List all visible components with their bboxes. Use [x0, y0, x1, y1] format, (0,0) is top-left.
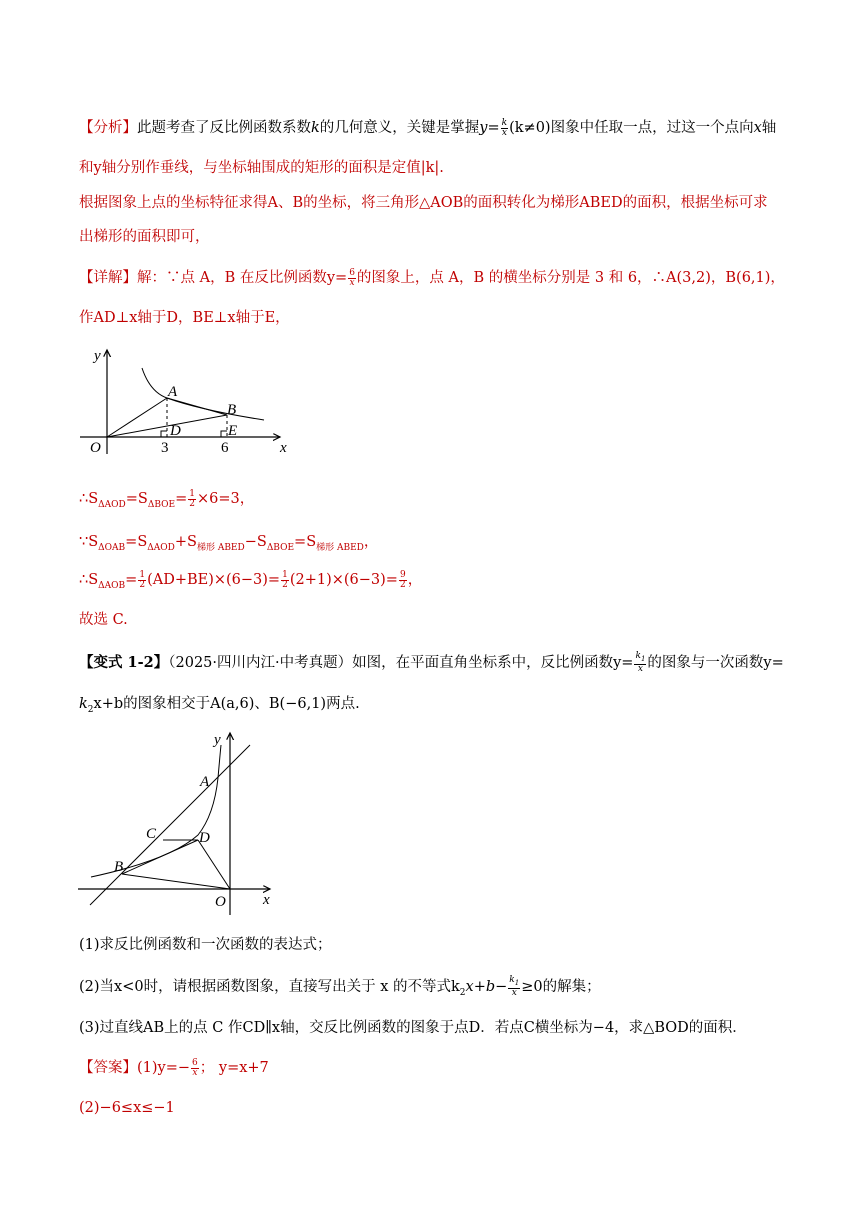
calc-1-c: = — [175, 491, 188, 507]
fig2-label-c: C — [146, 826, 157, 842]
fig2-seg-bd — [122, 840, 198, 874]
answer-1-a: (1)y=− — [137, 1060, 191, 1076]
question-2 — [79, 976, 601, 1003]
variant-text-b: 的图象与一次函数y= — [647, 654, 784, 671]
answer-frac-den: x — [192, 1067, 198, 1078]
calc-3-frac-3-num: 9 — [399, 569, 406, 580]
calc-3-frac-2-den: 2 — [282, 579, 288, 590]
calc-1-frac-den: 2 — [189, 498, 195, 509]
calc-line-4: 故选 C. — [79, 612, 128, 628]
analysis-line-2: 和y轴分别作垂线，与坐标轴围成的矩形的面积是定值|k|. — [79, 160, 444, 176]
detail-frac-num: 6 — [349, 267, 355, 278]
calc-3-a: ∴S — [79, 572, 99, 588]
analysis-line-4: 出梯形的面积即可， — [79, 229, 210, 245]
detail-tag: 【详解】 — [79, 270, 137, 286]
detail-frac-den: x — [349, 277, 355, 288]
q2-frac-den: x — [511, 987, 517, 998]
calc-2-sub-5: 梯形 ABED — [316, 542, 364, 553]
fig1-tick-6: 6 — [221, 440, 229, 456]
q2-frac-num — [508, 976, 520, 989]
calc-3-sub-1: ΔAOB — [98, 580, 126, 591]
answer-frac-num: 6 — [192, 1057, 198, 1068]
calc-2-e: =S — [294, 534, 317, 550]
fig1-label-d: D — [170, 423, 181, 439]
fig2-seg-do — [198, 840, 230, 889]
calc-3-frac-1-den: 2 — [139, 579, 146, 590]
question-1: (1)求反比例函数和一次函数的表达式； — [79, 937, 332, 953]
fig2-seg-bo — [122, 874, 230, 889]
detail-line-2: 作AD⊥x轴于D，BE⊥x轴于E， — [79, 310, 290, 326]
calc-1-sub-1: ΔAOD — [98, 499, 126, 510]
q2-text-b: x+b− — [465, 978, 508, 995]
variant-frac-den: x — [637, 663, 643, 674]
fig2-hyperbola — [91, 745, 221, 877]
question-3: (3)过直线AB上的点 C 作CD∥x轴，交反比例函数的图象于点D．若点C横坐标为−4，求△BOD的面积． — [79, 1020, 747, 1036]
fig2-label-b: B — [114, 859, 124, 875]
calc-2-c: +S — [174, 534, 197, 550]
analysis-frac-num: k — [501, 117, 508, 128]
detail-text-a: 解：∵点 A，B 在反比例函数y= — [137, 270, 348, 286]
fig2-label-x: x — [263, 892, 270, 908]
calc-2-d: −S — [244, 534, 267, 550]
analysis-text-a: 此题考查了反比例函数系数 — [137, 120, 311, 136]
answer-fraction — [191, 1059, 199, 1078]
calc-1-sub-2: ΔBOE — [147, 499, 176, 510]
calc-2-f: ， — [363, 534, 379, 550]
fig1-label-a: A — [168, 384, 178, 400]
analysis-k: k — [311, 120, 320, 136]
fig2-label-o: O — [215, 894, 226, 910]
calc-2-sub-4: ΔBOE — [266, 542, 295, 553]
calc-1-d: ×6=3， — [196, 491, 255, 507]
analysis-condition: (k≠0) — [509, 120, 551, 136]
fig1-tick-3: 3 — [161, 440, 169, 456]
calc-1-b: =S — [125, 491, 148, 507]
fig1-label-x: x — [280, 440, 287, 456]
analysis-text-d: 轴 — [761, 120, 777, 136]
q2-fraction — [508, 976, 520, 998]
fig2-label-a: A — [200, 774, 210, 790]
calc-2-b: =S — [125, 534, 148, 550]
fig2-label-d: D — [199, 830, 210, 846]
analysis-line-3: 根据图象上点的坐标特征求得A、B的坐标，将三角形△AOB的面积转化为梯形ABED的面积，根据坐标可求 — [79, 195, 768, 211]
fig2-label-y: y — [214, 732, 221, 748]
calc-1-frac-num: 1 — [189, 488, 195, 499]
calc-2-a: ∵S — [79, 534, 99, 550]
analysis-x: x — [753, 120, 762, 136]
q2-sub: 2 — [459, 987, 466, 998]
q2-text-c: ≥0的解集； — [521, 978, 601, 995]
analysis-text-c: 图象中任取一点，过这一个点向 — [550, 120, 754, 136]
calc-2-sub-3: 梯形 ABED — [196, 542, 245, 553]
calc-3-d: (2+1)×(6−3)= — [289, 572, 398, 588]
fig1-label-b: B — [227, 402, 237, 418]
calc-3-c: (AD+BE)×(6−3)= — [147, 572, 281, 588]
answer-tag: 【答案】 — [79, 1060, 137, 1076]
variant-text-c: x+b的图象相交于A(a,6)、B(−6,1)两点. — [93, 696, 360, 712]
q2-text-a: (2)当x<0时，请根据函数图象，直接写出关于 x 的不等式k — [79, 978, 460, 995]
analysis-formula: y= — [479, 120, 500, 136]
variant-frac-k: k — [635, 651, 641, 661]
answer-1-b: ； y=x+7 — [199, 1060, 269, 1076]
answer-line-1 — [79, 1058, 269, 1078]
calc-2-sub-2: ΔAOD — [147, 542, 175, 553]
variant-tag: 【变式 1-2】 — [79, 653, 169, 671]
calc-3-frac-3-den: 2 — [399, 579, 406, 590]
calc-3-b: = — [125, 572, 138, 588]
fig1-label-e: E — [228, 423, 238, 439]
calc-3-e: ， — [407, 572, 423, 588]
detail-text-b: 的图象上，点 A，B 的横坐标分别是 3 和 6，∴A(3,2)，B(6,1)， — [356, 270, 785, 286]
variant-frac-k-sub: 1 — [640, 654, 646, 663]
analysis-tag: 【分析】 — [79, 120, 137, 136]
q2-frac-k: k — [509, 975, 515, 985]
calc-3-frac-2-num: 1 — [282, 569, 288, 580]
calc-1-a: ∴S — [79, 491, 99, 507]
calc-2-sub-1: ΔOAB — [98, 542, 126, 553]
analysis-text-b: 的几何意义，关键是掌握 — [319, 120, 480, 136]
variant-text-a: （2025·四川内江·中考真题）如图，在平面直角坐标系中，反比例函数y= — [168, 654, 634, 671]
q2-frac-k-sub: 1 — [514, 978, 520, 987]
analysis-frac-den: x — [501, 127, 507, 138]
fig1-label-y: y — [94, 348, 101, 364]
calc-3-frac-1-num: 1 — [139, 569, 146, 580]
fig1-label-o: O — [90, 440, 101, 456]
variant-k2: k — [79, 696, 88, 712]
variant-k2-sub: 2 — [87, 704, 94, 715]
answer-line-2: (2)−6≤x≤−1 — [79, 1100, 175, 1116]
